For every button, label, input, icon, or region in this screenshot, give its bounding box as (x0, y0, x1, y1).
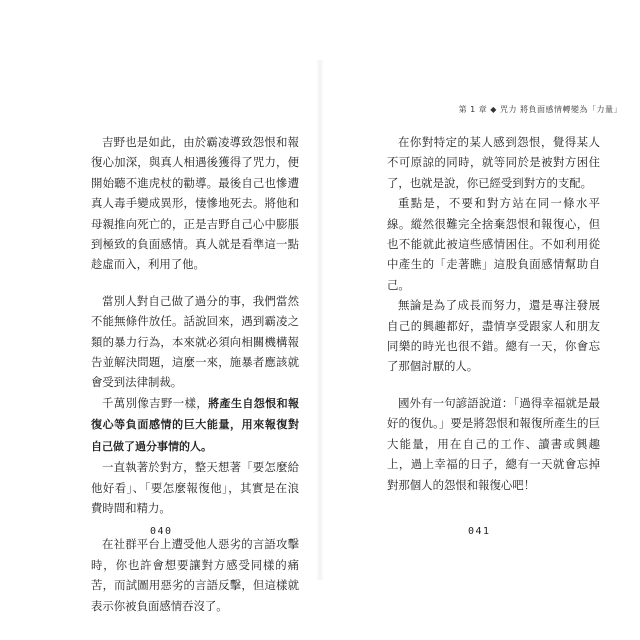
right-paragraph-1: 在你對特定的某人感到怨恨，覺得某人不可原諒的同時，就等同於是被對方困住了，也就是說，你已經受到對方的支配。 (387, 135, 600, 190)
left-paragraph-1: 吉野也是如此，由於霸凌導致怨恨和報復心加深，與真人相遇後獲得了咒力，便開始聽不進虎杖的勸導。最後自己也慘遭真人毒手變成異形，悽慘地死去。將他和母親推向死亡的，正是吉野自己心中膨脹到極致的負面感情。真人就是看準這一點趁虛而入，利用了他。 (91, 135, 299, 272)
header-title: 咒力 (499, 105, 517, 114)
running-header (459, 104, 622, 115)
page-number-right: 041 (468, 526, 491, 537)
header-diamond: ◆ (490, 105, 497, 114)
left-page-body (91, 132, 299, 616)
left-paragraph-4: 一直執著於對方，整天想著「要怎麼給他好看」、「要怎麼報復他」，其實是在浪費時間和精力。 (91, 460, 299, 515)
right-paragraph-4: 國外有一句諺語說道：「過得幸福就是最好的復仇。」要是將怨恨和報復所產生的巨大能量，用在自己的工作、讀書或興趣上，過上幸福的日子，總有一天就會忘掉對那個人的怨恨和報復心吧！ (387, 395, 600, 492)
left-paragraph-3 (91, 393, 299, 457)
right-page-body (387, 132, 600, 495)
header-chapter: 第 1 章 (458, 105, 488, 114)
left-paragraph-2: 當別人對自己做了過分的事，我們當然不能無條件放任。話說回來，遇到霸凌之類的暴力行為，本來就必須向相關機構報告並解決問題，這麼一來，施暴者應該就會受到法律制裁。 (91, 293, 299, 390)
left-paragraph-3-emphasis: 將產生自怨恨和報復心等負面感情的巨大能量，用來報復對自己做了過分事情的人。 (91, 396, 299, 453)
right-page (320, 0, 640, 640)
header-subtitle: 將負面感情轉變為「力量」 (520, 105, 622, 114)
page-number-left: 040 (150, 526, 173, 537)
right-paragraph-2: 重點是，不要和對方站在同一條水平線。縱然很難完全捨棄怨恨和報復心，但也不能就此被這些感情困住。不如利用從中產生的「走著瞧」這股負面感情幫助自己。 (387, 196, 600, 292)
right-paragraph-3: 無論是為了成長而努力，還是專注發展自己的興趣都好，盡情享受跟家人和朋友同樂的時光也很不錯。總有一天，你會忘了那個討厭的人。 (387, 298, 600, 374)
left-paragraph-3-prefix: 千萬別像吉野一樣， (102, 395, 209, 410)
left-paragraph-5: 在社群平台上遭受他人惡劣的言語攻擊時，你也許會想要讓對方感受同樣的痛苦，而試圖用惡劣的言語反擊，但這樣就表示你被負面感情吞沒了。 (91, 537, 299, 613)
